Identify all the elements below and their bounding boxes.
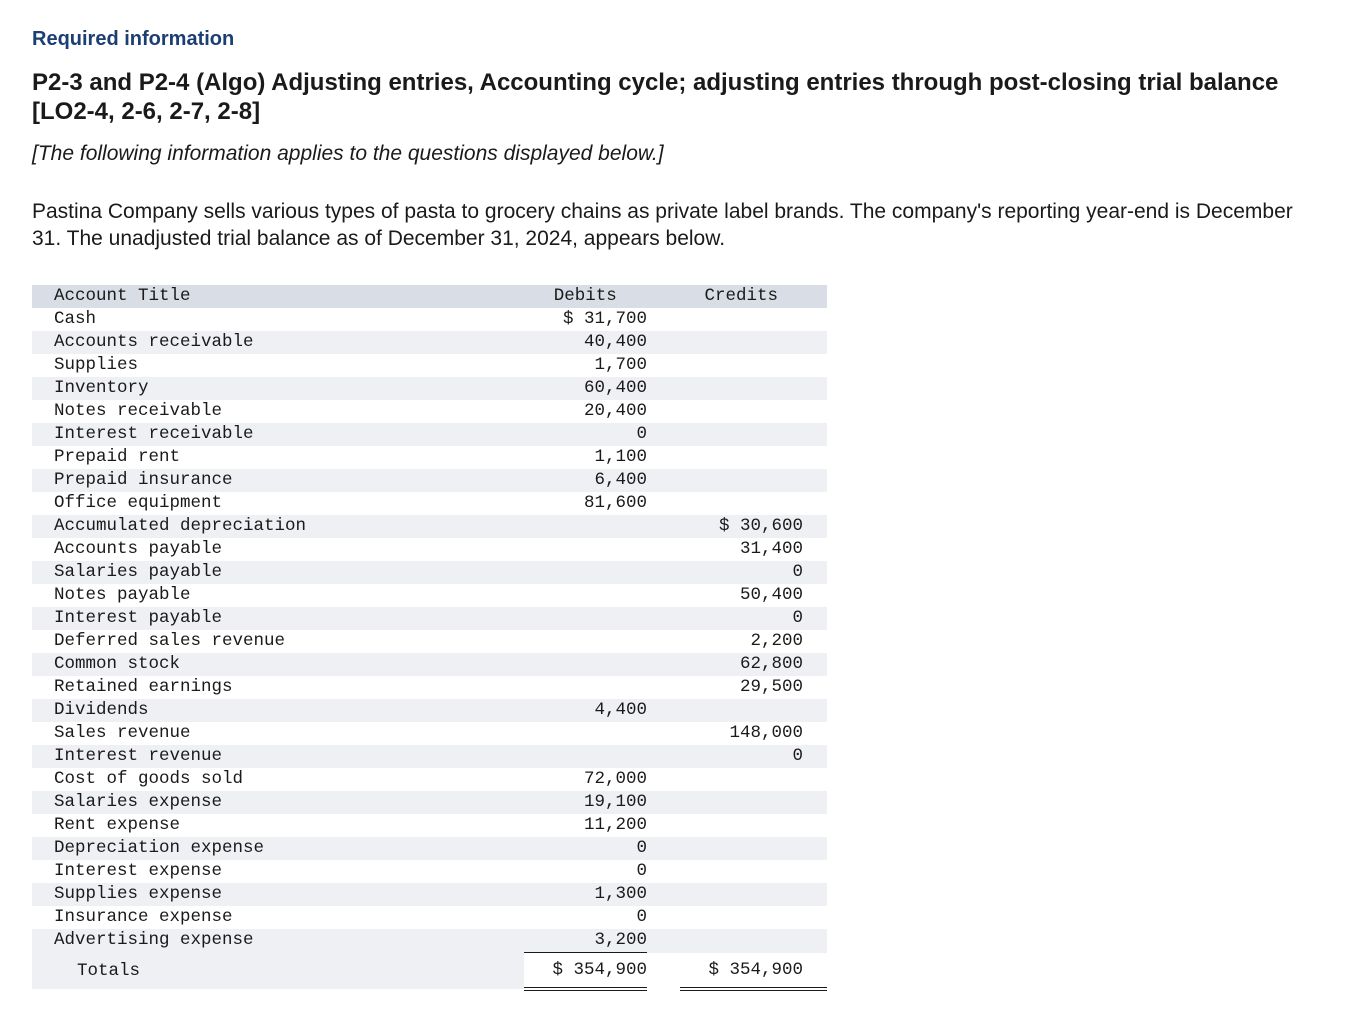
debit-cell <box>524 745 647 768</box>
table-row <box>32 837 827 860</box>
table-row <box>32 515 827 538</box>
header-gap <box>647 285 680 308</box>
account-title-cell: Rent expense <box>54 815 181 835</box>
trial-balance-body <box>32 308 827 953</box>
debit-cell: 81,600 <box>583 493 647 513</box>
account-title-cell: Supplies <box>54 355 139 375</box>
intro-note: [The following information applies to the questions displayed below.] <box>32 142 664 165</box>
account-title-cell: Deferred sales revenue <box>54 631 286 651</box>
debit-cell: 0 <box>636 907 647 927</box>
totals-label: Totals <box>32 953 524 990</box>
table-row <box>32 331 827 354</box>
table-row <box>32 676 827 699</box>
debit-cell <box>524 561 647 584</box>
gap-cell <box>647 883 680 906</box>
table-row <box>32 814 827 837</box>
account-title-cell: Notes receivable <box>54 401 223 421</box>
table-row <box>32 883 827 906</box>
gap-cell <box>647 745 680 768</box>
credit-cell: 29,500 <box>739 677 803 697</box>
account-title-cell: Dividends <box>32 699 524 722</box>
credit-cell <box>680 492 827 515</box>
gap-cell <box>647 653 680 676</box>
totals-gap <box>647 953 680 990</box>
account-title-cell: Accounts payable <box>54 539 223 559</box>
credit-cell: 62,800 <box>680 653 827 676</box>
gap-cell <box>647 584 680 607</box>
account-title-cell: Accounts receivable <box>32 331 524 354</box>
credit-cell <box>680 837 827 860</box>
table-row <box>32 607 827 630</box>
credit-cell <box>680 699 827 722</box>
credit-cell <box>680 331 827 354</box>
table-row <box>32 791 827 814</box>
credit-cell <box>680 860 827 883</box>
gap-cell <box>647 814 680 837</box>
gap-cell <box>647 469 680 492</box>
account-title-cell: Notes payable <box>54 585 191 605</box>
debit-cell: 0 <box>636 861 647 881</box>
credit-cell <box>680 308 827 331</box>
debit-cell <box>524 630 647 653</box>
debit-cell: 6,400 <box>524 469 647 492</box>
gap-cell <box>647 308 680 331</box>
account-title-cell: Cost of goods sold <box>54 769 244 789</box>
account-title-cell: Advertising expense <box>32 929 524 953</box>
credit-cell <box>680 377 827 400</box>
credit-cell: 0 <box>680 607 827 630</box>
totals-credit: $ 354,900 <box>680 953 827 990</box>
table-row <box>32 929 827 953</box>
table-row <box>32 400 827 423</box>
debit-cell <box>524 538 647 561</box>
table-row <box>32 308 827 331</box>
account-title-cell: Accumulated depreciation <box>32 515 524 538</box>
table-row <box>32 354 827 377</box>
gap-cell <box>647 331 680 354</box>
credit-cell <box>680 791 827 814</box>
debit-cell <box>524 722 647 745</box>
account-title-cell: Insurance expense <box>54 907 233 927</box>
debit-cell: 40,400 <box>524 331 647 354</box>
table-header-row <box>32 285 827 308</box>
problem-title: P2-3 and P2-4 (Algo) Adjusting entries, Accounting cycle; adjusting entries through post-closing trial balance [LO2-4, 2-6, 2-7, 2-8] <box>32 69 1279 125</box>
account-title-cell: Office equipment <box>54 493 223 513</box>
debit-cell <box>524 584 647 607</box>
table-row <box>32 377 827 400</box>
credit-cell: 0 <box>680 745 827 768</box>
table-row <box>32 860 827 883</box>
table-row <box>32 768 827 791</box>
debit-cell: 19,100 <box>524 791 647 814</box>
debit-cell <box>524 515 647 538</box>
table-row <box>32 446 827 469</box>
credit-cell <box>680 469 827 492</box>
debit-cell: 1,100 <box>594 447 647 467</box>
table-row <box>32 906 827 929</box>
debit-cell: 11,200 <box>583 815 647 835</box>
gap-cell <box>647 906 680 929</box>
table-row <box>32 699 827 722</box>
account-title-cell: Prepaid rent <box>54 447 181 467</box>
account-title-cell: Common stock <box>32 653 524 676</box>
debit-cell <box>524 676 647 699</box>
gap-cell <box>647 676 680 699</box>
gap-cell <box>647 492 680 515</box>
credit-cell <box>680 446 827 469</box>
table-row <box>32 423 827 446</box>
gap-cell <box>647 561 680 584</box>
credit-cell: 0 <box>680 561 827 584</box>
page-content <box>32 24 1322 252</box>
debit-cell: 0 <box>524 423 647 446</box>
gap-cell <box>647 423 680 446</box>
account-title-cell: Interest revenue <box>32 745 524 768</box>
credit-cell <box>680 906 827 929</box>
debit-cell <box>524 607 647 630</box>
debit-cell: 20,400 <box>583 401 647 421</box>
account-title-cell: Cash <box>54 309 97 329</box>
debit-cell: 1,700 <box>594 355 647 375</box>
credit-cell <box>680 814 827 837</box>
account-title-cell: Salaries payable <box>32 561 524 584</box>
credit-cell <box>680 423 827 446</box>
gap-cell <box>647 400 680 423</box>
credit-cell: $ 30,600 <box>680 515 827 538</box>
gap-cell <box>647 791 680 814</box>
credit-cell <box>680 400 827 423</box>
gap-cell <box>647 446 680 469</box>
account-title-cell: Interest receivable <box>32 423 524 446</box>
table-row <box>32 722 827 745</box>
header-account-title: Account Title <box>32 285 524 308</box>
debit-cell: 4,400 <box>524 699 647 722</box>
header-debits: Debits <box>524 285 647 308</box>
debit-cell: $ 31,700 <box>562 309 647 329</box>
credit-cell: 31,400 <box>739 539 803 559</box>
gap-cell <box>647 630 680 653</box>
credit-cell <box>680 883 827 906</box>
gap-cell <box>647 515 680 538</box>
debit-cell: 3,200 <box>524 929 647 953</box>
account-title-cell: Prepaid insurance <box>32 469 524 492</box>
gap-cell <box>647 722 680 745</box>
account-title-cell: Retained earnings <box>54 677 233 697</box>
trial-balance-table <box>32 285 827 991</box>
account-title-cell: Depreciation expense <box>32 837 524 860</box>
credit-cell <box>680 929 827 953</box>
table-row <box>32 561 827 584</box>
header-credits: Credits <box>680 285 827 308</box>
totals-row <box>32 953 827 990</box>
account-title-cell: Salaries expense <box>32 791 524 814</box>
account-title-cell: Interest payable <box>32 607 524 630</box>
gap-cell <box>647 860 680 883</box>
table-row <box>32 469 827 492</box>
credit-cell: 2,200 <box>750 631 803 651</box>
credit-cell <box>680 354 827 377</box>
totals-debit: $ 354,900 <box>524 953 647 990</box>
gap-cell <box>647 607 680 630</box>
problem-description: Pastina Company sells various types of pasta to grocery chains as private label brands. The company's reporting year-end is December 31. The unadjusted trial balance as of December 31, 2024, appears below. <box>32 200 1293 250</box>
required-information-heading: Required information <box>32 28 235 50</box>
gap-cell <box>647 538 680 561</box>
debit-cell: 72,000 <box>583 769 647 789</box>
gap-cell <box>647 768 680 791</box>
debit-cell: 1,300 <box>524 883 647 906</box>
credit-cell <box>680 768 827 791</box>
credit-cell: 148,000 <box>729 723 803 743</box>
table-row <box>32 538 827 561</box>
gap-cell <box>647 929 680 953</box>
account-title-cell: Inventory <box>32 377 524 400</box>
account-title-cell: Interest expense <box>54 861 223 881</box>
gap-cell <box>647 354 680 377</box>
gap-cell <box>647 837 680 860</box>
table-row <box>32 745 827 768</box>
account-title-cell: Sales revenue <box>54 723 191 743</box>
account-title-cell: Supplies expense <box>32 883 524 906</box>
debit-cell: 60,400 <box>524 377 647 400</box>
table-row <box>32 584 827 607</box>
table-row <box>32 630 827 653</box>
debit-cell: 0 <box>524 837 647 860</box>
gap-cell <box>647 699 680 722</box>
gap-cell <box>647 377 680 400</box>
debit-cell <box>524 653 647 676</box>
credit-cell: 50,400 <box>739 585 803 605</box>
table-row <box>32 492 827 515</box>
table-row <box>32 653 827 676</box>
